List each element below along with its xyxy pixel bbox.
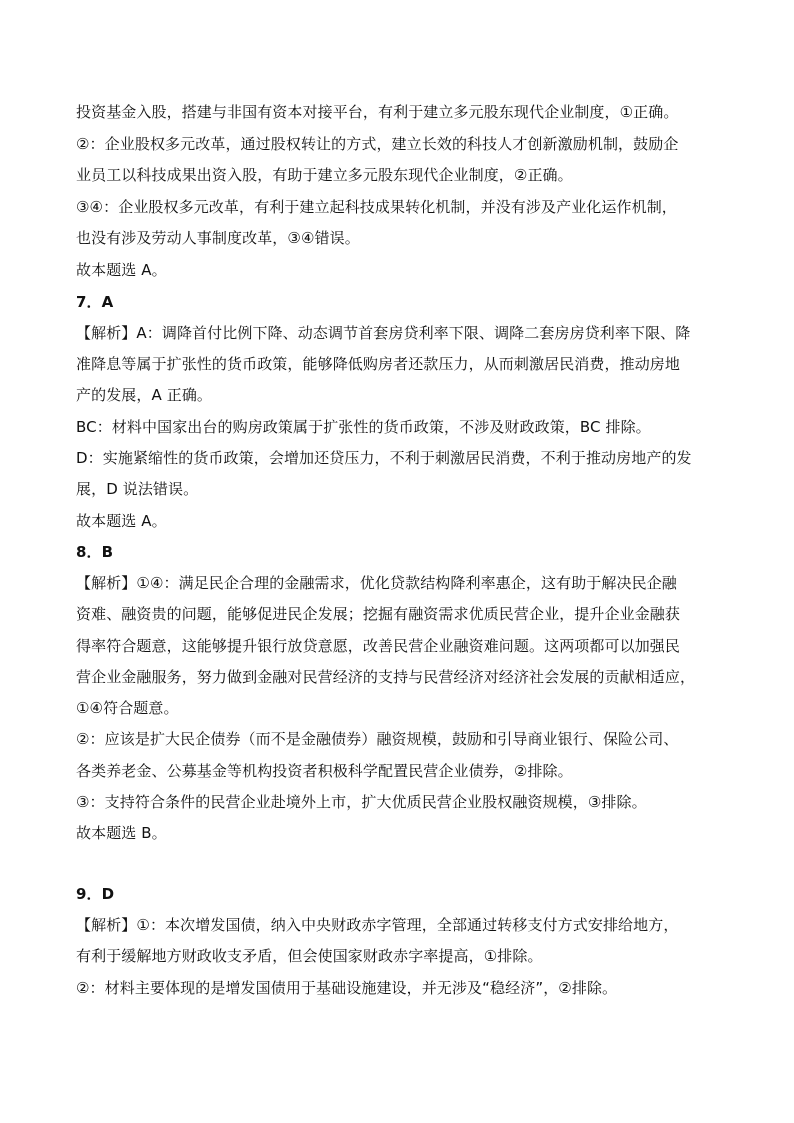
analysis-line: 【解析】A：调降首付比例下降、动态调节首套房贷利率下限、调降二套房房贷利率下限、降 [76, 324, 691, 342]
analysis-line: 有利于缓解地方财政收支矛盾，但会使国家财政赤字率提高，①排除。 [76, 947, 543, 965]
conclusion-line: 故本题选 A。 [76, 261, 167, 279]
analysis-line: D：实施紧缩性的货币政策，会增加还贷压力，不利于刺激居民消费，不利于推动房地产的发 [76, 449, 692, 467]
analysis-line: ②：应该是扩大民企债券（而不是金融债券）融资规模，鼓励和引导商业银行、保险公司、 [76, 730, 679, 748]
paragraph-line: 也没有涉及劳动人事制度改革，③④错误。 [76, 229, 360, 247]
paragraph-line: ②：企业股权多元改革，通过股权转让的方式，建立长效的科技人才创新激励机制，鼓励企 [76, 135, 679, 153]
paragraph-line: 投资基金入股，搭建与非国有资本对接平台，有利于建立多元股东现代企业制度，①正确。 [76, 103, 679, 121]
conclusion-line: 故本题选 B。 [76, 824, 167, 842]
analysis-line: 准降息等属于扩张性的货币政策，能够降低购房者还款压力，从而刺激居民消费，推动房地 [76, 355, 681, 373]
paragraph-line: 业员工以科技成果出资入股，有助于建立多元股东现代企业制度，②正确。 [76, 166, 573, 184]
question-8-answer: 8．B [76, 543, 114, 561]
analysis-line: 展，D 说法错误。 [76, 480, 199, 498]
analysis-line: 【解析】①：本次增发国债，纳入中央财政赤字管理，全部通过转移支付方式安排给地方， [76, 916, 679, 934]
analysis-line: 各类养老金、公募基金等机构投资者积极科学配置民营企业债券，②排除。 [76, 762, 573, 780]
analysis-line: 营企业金融服务，努力做到金融对民营经济的支持与民营经济对经济社会发展的贡献相适应， [76, 668, 696, 686]
question-9-answer: 9．D [76, 885, 115, 903]
analysis-line: 资难、融资贵的问题，能够促进民企发展；挖掘有融资需求优质民营企业，提升企业金融获 [76, 605, 681, 623]
analysis-line: ①④符合题意。 [76, 699, 179, 717]
analysis-line: 产的发展，A 正确。 [76, 386, 213, 404]
question-7-answer: 7．A [76, 293, 114, 311]
conclusion-line: 故本题选 A。 [76, 512, 167, 530]
analysis-line: ②：材料主要体现的是增发国债用于基础设施建设，并无涉及“稳经济”，②排除。 [76, 979, 618, 997]
analysis-line: 得率符合题意，这能够提升银行放贷意愿，改善民营企业融资难问题。这两项都可以加强民 [76, 637, 681, 655]
analysis-line: 【解析】①④：满足民企合理的金融需求，优化贷款结构降利率惠企，这有助于解决民企融 [76, 574, 677, 592]
paragraph-line: ③④：企业股权多元改革，有利于建立起科技成果转化机制，并没有涉及产业化运作机制， [76, 198, 677, 216]
analysis-line: ③：支持符合条件的民营企业赴境外上市，扩大优质民营企业股权融资规模，③排除。 [76, 793, 647, 811]
analysis-line: BC：材料中国家出台的购房政策属于扩张性的货币政策，不涉及财政政策，BC 排除。 [76, 418, 651, 436]
